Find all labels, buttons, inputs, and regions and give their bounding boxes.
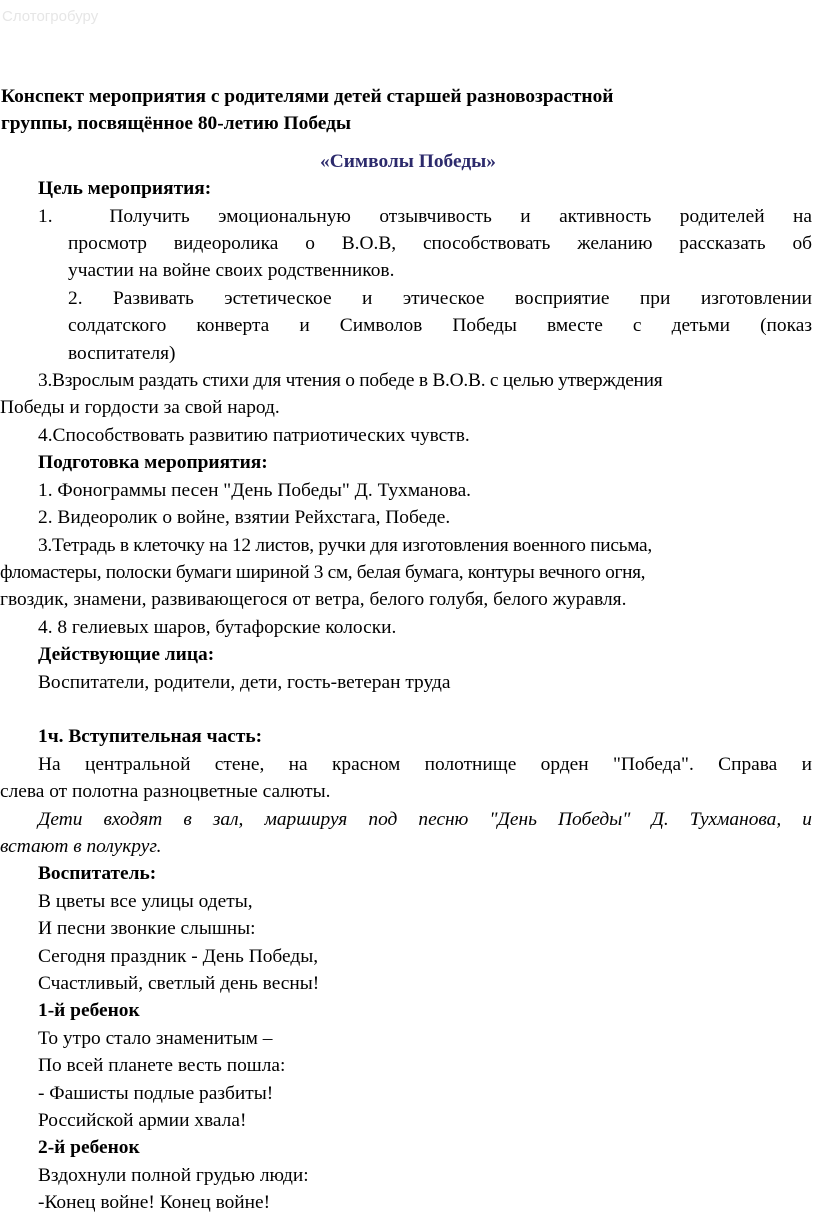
- goal-item-1-line: [0, 203, 816, 230]
- watermark: Слотогробуру: [2, 8, 99, 25]
- speaker-teacher: Воспитатель:: [38, 863, 157, 885]
- child2-section: [0, 1134, 816, 1216]
- verse-line: -Конец войне! Конец войне!: [38, 1192, 271, 1214]
- blank-line: [0, 696, 816, 723]
- cast-section: [0, 641, 816, 696]
- verse-line: То утро стало знаменитым –: [38, 1027, 273, 1049]
- verse-line: Российской армии хвала!: [38, 1110, 247, 1132]
- prep-item-3-line: гвоздик, знамени, развивающегося от ветра, белого голубя, белого журавля.: [0, 589, 627, 611]
- teacher-section: [0, 860, 816, 997]
- cast-heading: Действующие лица:: [38, 644, 215, 666]
- title-line: Конспект мероприятия с родителями детей старшей разновозрастной: [1, 86, 614, 107]
- goal-item-4: 4.Способствовать развитию патриотических чувств.: [38, 424, 470, 446]
- verse-line: По всей планете весть пошла:: [38, 1055, 286, 1077]
- goal-item-1-text: Получить эмоциональную отзывчивость и активность родителей на: [109, 205, 812, 227]
- goal-item-2-line: солдатского конверта и Символов Победы вместе с детьми (показ: [68, 315, 812, 337]
- prep-item-3-line: 3.Тетрадь в клеточку на 12 листов, ручки для изготовления военного письма,: [38, 534, 652, 556]
- goal-item-1-number: 1.: [38, 205, 53, 227]
- prep-heading: Подготовка мероприятия:: [38, 452, 268, 474]
- verse-line: И песни звонкие слышны:: [38, 918, 256, 940]
- goal-section: [0, 175, 816, 449]
- prep-item-2: 2. Видеоролик о войне, взятии Рейхстага, Победе.: [38, 507, 451, 529]
- verse-line: Сегодня праздник - День Победы,: [38, 945, 319, 967]
- verse-line: - Фашисты подлые разбиты!: [38, 1082, 274, 1104]
- prep-item-1: 1. Фонограммы песен "День Победы" Д. Тухманова.: [38, 479, 472, 501]
- prep-item-4: 4. 8 гелиевых шаров, бутафорские колоски.: [38, 616, 397, 638]
- part1-desc-line: слева от полотна разноцветные салюты.: [0, 781, 331, 803]
- goal-item-2-line: воспитателя): [68, 342, 176, 364]
- verse-line: В цветы все улицы одеты,: [38, 890, 253, 912]
- title-line: группы, посвящённое 80-летию Победы: [1, 113, 352, 135]
- verse-line: Вздохнули полной грудью люди:: [38, 1164, 309, 1186]
- stage-direction-line: встают в полукруг.: [0, 835, 162, 857]
- document-title: [0, 83, 816, 138]
- document-page: [0, 83, 816, 1217]
- prep-section: [0, 449, 816, 641]
- stage-direction-line: Дети входят в зал, маршируя под песню "День Победы" Д. Тухманова, и: [38, 808, 812, 830]
- goal-item-3-line: 3.Взрослым раздать стихи для чтения о победе в В.О.В. с целью утверждения: [38, 370, 663, 392]
- cast-text: Воспитатели, родители, дети, гость-ветеран труда: [38, 671, 451, 693]
- part1-section: [0, 723, 816, 860]
- part1-heading: 1ч. Вступительная часть:: [38, 726, 263, 748]
- speaker-child-1: 1-й ребенок: [38, 1000, 140, 1022]
- speaker-child-2: 2-й ребенок: [38, 1137, 140, 1159]
- goal-item-1-line: просмотр видеоролика о В.О.В, способствовать желанию рассказать об: [68, 233, 812, 255]
- prep-item-3-line: фломастеры, полоски бумаги шириной 3 см, белая бумага, контуры вечного огня,: [0, 561, 646, 583]
- part1-desc-line: На центральной стене, на красном полотнище орден "Победа". Справа и: [38, 753, 812, 775]
- goal-heading: Цель мероприятия:: [38, 178, 212, 200]
- goal-item-3-line: Победы и гордости за свой народ.: [0, 397, 280, 419]
- goal-item-2-line: 2. Развивать эстетическое и этическое восприятие при изготовлении: [68, 287, 812, 309]
- verse-line: Счастливый, светлый день весны!: [38, 972, 320, 994]
- child1-section: [0, 997, 816, 1134]
- goal-item-1-line: участии на войне своих родственников.: [68, 260, 395, 282]
- document-subtitle: «Символы Победы»: [320, 150, 496, 172]
